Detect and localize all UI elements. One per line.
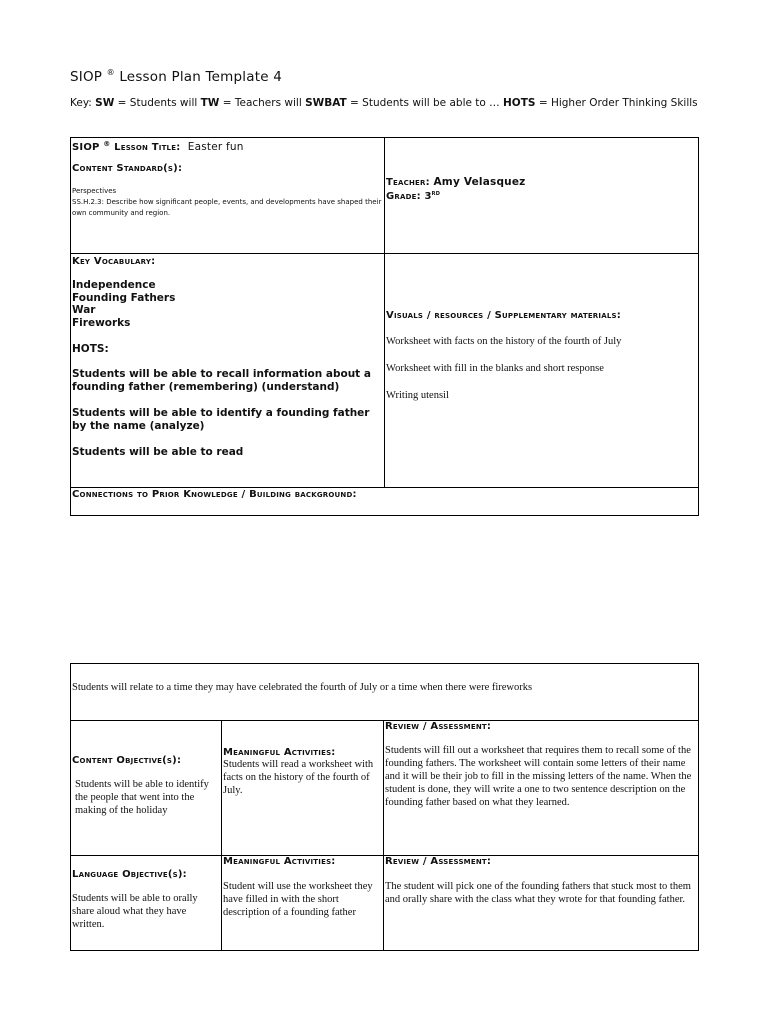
title-rest: Lesson Plan Template 4 xyxy=(119,69,282,85)
teacher-value: Amy Velasquez xyxy=(433,176,526,188)
key-swbat: SWBAT xyxy=(305,97,347,109)
vocab-item: Founding Fathers xyxy=(72,291,176,304)
visuals-label: Visuals / resources / Supplementary materials: xyxy=(386,310,621,321)
key-swbat-text: = Students will be able to … xyxy=(350,97,500,109)
standard-area: Perspectives xyxy=(72,187,117,195)
lesson-title-reg: ® xyxy=(103,140,111,148)
grade-suffix: rd xyxy=(431,189,441,197)
grade-line xyxy=(386,189,698,202)
lesson-title-line xyxy=(72,140,384,153)
content-activity-text: Students will read a worksheet with facts on the history of the fourth of July. xyxy=(223,759,374,796)
content-standards-label: Content Standard(s): xyxy=(72,163,183,174)
resource-item: Worksheet with fill in the blanks and short response xyxy=(386,363,604,374)
title-text: SIOP xyxy=(70,69,103,85)
language-activities-cell xyxy=(222,856,384,951)
standard-text: SS.H.2.3: Describe how significant people, events, and developments have shaped their own community and region. xyxy=(72,198,382,217)
vocabulary-cell xyxy=(71,254,385,488)
resources-cell xyxy=(385,254,699,488)
language-activity-text: Student will use the worksheet they have filled in with the short description of a founding father xyxy=(223,881,373,918)
page-title xyxy=(70,68,282,85)
content-objective-cell xyxy=(71,721,222,856)
lesson-title-cell xyxy=(71,138,385,254)
language-objective-label: Language Objective(s): xyxy=(72,869,187,880)
vocab-item: Fireworks xyxy=(72,316,131,329)
key-legend xyxy=(70,97,700,110)
content-review-text: Students will fill out a worksheet that requires them to recall some of the founding fathers. The worksheet will contain some letters of their name and it will be their job to fill in the missing letters of the name. When the student is done, they will write a one to two sentence description on the founding father based on what they learned. xyxy=(385,745,692,808)
language-objective-text: Students will be able to orally share aloud what they have written. xyxy=(72,893,198,930)
review-label-2: Review / Assessment: xyxy=(385,856,492,867)
teacher-label: Teacher: xyxy=(386,177,430,188)
vocab-item: Independence xyxy=(72,279,156,291)
key-tw-text: = Teachers will xyxy=(222,97,302,109)
grade-label: Grade: xyxy=(386,191,421,202)
teacher-cell xyxy=(385,138,699,254)
meaningful-activities-label: Meaningful Activities: xyxy=(223,747,336,758)
vocab-item: War xyxy=(72,304,96,317)
hots-label: HOTS: xyxy=(72,343,109,356)
registered-mark: ® xyxy=(106,68,115,77)
hots-item: Students will be able to recall information about a founding father (remembering) (understand) xyxy=(72,368,371,394)
language-review-text: The student will pick one of the founding fathers that stuck most to them and orally share with the class what they wrote for that founding father. xyxy=(385,881,691,905)
language-review-cell xyxy=(384,856,699,951)
content-objective-text: Students will be able to identify the people that went into the making of the holiday xyxy=(75,779,209,816)
lesson-info-table xyxy=(70,137,699,516)
objectives-table xyxy=(70,663,699,951)
key-vocab-label: Key Vocabulary: xyxy=(72,256,156,267)
grade-value: 3 xyxy=(424,191,432,202)
hots-item: Students will be able to read xyxy=(72,446,244,459)
key-tw: TW xyxy=(200,97,220,109)
key-sw: SW xyxy=(95,97,115,109)
resource-item: Worksheet with facts on the history of the fourth of July xyxy=(386,336,622,347)
vocab-list xyxy=(72,279,384,329)
prior-knowledge-cell xyxy=(71,664,699,721)
lesson-title-label: Lesson Title: xyxy=(114,142,181,153)
meaningful-activities-label-2: Meaningful Activities: xyxy=(223,856,336,867)
resource-item: Writing utensil xyxy=(386,390,449,401)
language-objective-cell xyxy=(71,856,222,951)
connections-label: Connections to Prior Knowledge / Building background: xyxy=(72,489,357,500)
prior-knowledge-text: Students will relate to a time they may have celebrated the fourth of July or a time when there were fireworks xyxy=(72,682,533,693)
key-sw-text: = Students will xyxy=(117,97,198,109)
hots-item: Students will be able to identify a founding father by the name (analyze) xyxy=(72,407,370,433)
content-objective-label: Content Objective(s): xyxy=(72,755,182,766)
lesson-title-value: Easter fun xyxy=(187,141,244,153)
key-hots-text: = Higher Order Thinking Skills xyxy=(538,97,698,109)
content-review-cell xyxy=(384,721,699,856)
connections-cell xyxy=(71,488,699,516)
content-activities-cell xyxy=(222,721,384,856)
key-hots: HOTS xyxy=(503,97,536,109)
key-prefix: Key: xyxy=(70,97,92,109)
review-label: Review / Assessment: xyxy=(385,721,492,732)
teacher-line xyxy=(386,176,698,188)
lesson-title-label-a: SIOP xyxy=(72,142,100,153)
